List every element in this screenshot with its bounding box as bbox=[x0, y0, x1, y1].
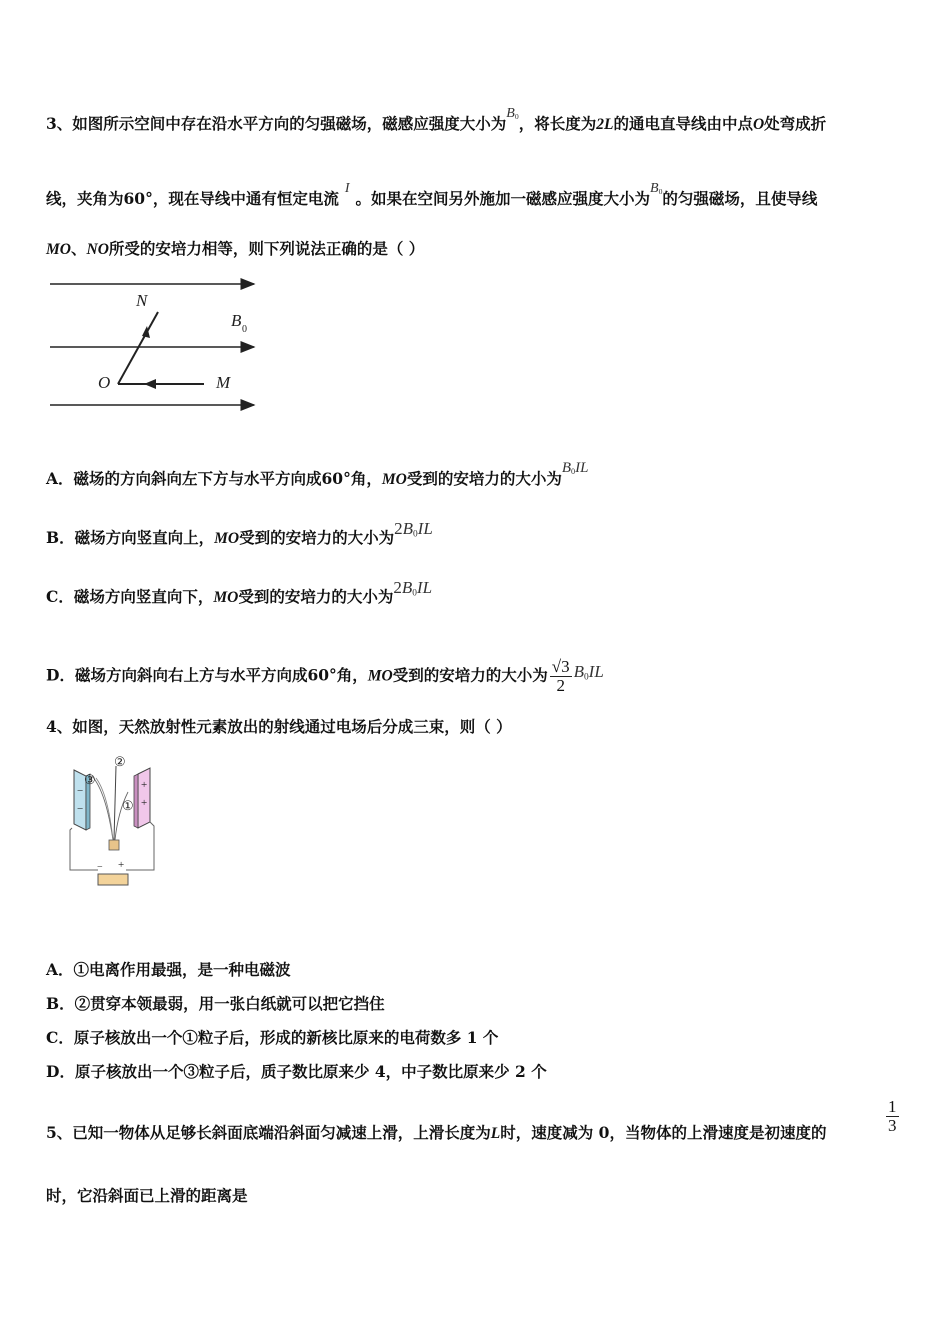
q3-option-a: A．磁场的方向斜向左下方与水平方向成60°角，MO受到的安培力的大小为$B_0IL$ bbox=[46, 460, 589, 488]
svg-text:+: + bbox=[141, 797, 148, 809]
label-n: N bbox=[136, 291, 148, 310]
q4-option-c: C．原子核放出一个①粒子后，形成的新核比原来的电荷数多 1 个 bbox=[46, 1028, 499, 1047]
svg-text:−: − bbox=[97, 862, 103, 873]
answer-expression: $2B_0IL$ bbox=[393, 578, 433, 599]
beam-2-label: ② bbox=[114, 754, 126, 769]
magnetic-field-figure bbox=[46, 274, 266, 414]
b0-symbol: $B_0$ bbox=[650, 181, 663, 196]
q5-line-1: 5、已知一物体从足够长斜面底端沿斜面匀减速上滑，上滑长度为L时，速度减为 0，当物体的上滑速度是初速度的 bbox=[46, 1123, 827, 1142]
beam-1-label: ① bbox=[122, 798, 134, 813]
svg-text:−: − bbox=[77, 785, 84, 797]
circuit-wire bbox=[126, 822, 154, 870]
q3-option-b: B．磁场方向竖直向上，MO受到的安培力的大小为$2B_0IL$ bbox=[46, 519, 433, 547]
answer-expression: $2B_0IL$ bbox=[394, 519, 433, 540]
q3-line-1: 3、如图所示空间中存在沿水平方向的匀强磁场，磁感应强度大小为$B_0$，将长度为2L的通电直导线由中点O处弯成折 bbox=[46, 106, 827, 133]
radioactive-source bbox=[109, 840, 119, 850]
beam-2-path bbox=[114, 766, 116, 840]
label-o: O bbox=[98, 373, 111, 392]
answer-expression: $B_0IL$ bbox=[573, 661, 604, 682]
current-arrow bbox=[144, 379, 156, 389]
q3-option-d: D．磁场方向斜向右上方与水平方向成60°角，MO受到的安培力的大小为 $\frac{√3}{2}$ $B_0IL$ bbox=[46, 657, 604, 695]
wire-no bbox=[118, 312, 158, 384]
beam-3-label: ③ bbox=[84, 772, 96, 787]
q3-line-2: 线，夹角为60°，现在导线中通有恒定电流I。如果在空间另外施加一磁感应强度大小为$B_0$的匀强磁场，且使导线 bbox=[46, 181, 818, 208]
q4-option-b: B．②贯穿本领最弱，用一张白纸就可以把它挡住 bbox=[46, 994, 385, 1013]
answer-fraction: $\frac{√3}{2}$ bbox=[551, 657, 570, 695]
q3-line-3: MO、NO所受的安培力相等，则下列说法正确的是（ ） bbox=[46, 239, 425, 258]
battery bbox=[98, 874, 128, 885]
label-b: B bbox=[231, 311, 242, 330]
radiation-figure bbox=[66, 752, 162, 892]
label-m: M bbox=[216, 373, 231, 392]
answer-expression: $B_0IL$ bbox=[561, 460, 589, 477]
current-symbol: I bbox=[344, 181, 350, 196]
label-b-sub: 0 bbox=[242, 324, 247, 335]
q5-fraction: 1 3 bbox=[888, 1097, 897, 1135]
circuit-wire bbox=[70, 828, 98, 870]
svg-text:+: + bbox=[141, 779, 148, 791]
q4-option-d: D．原子核放出一个③粒子后，质子数比原来少 4，中子数比原来少 2 个 bbox=[46, 1062, 547, 1081]
q4-option-a: A．①电离作用最强，是一种电磁波 bbox=[46, 960, 291, 979]
b0-symbol: $B_0$ bbox=[506, 106, 519, 121]
svg-text:−: − bbox=[77, 803, 84, 815]
q5-line-2: 时，它沿斜面已上滑的距离是 bbox=[46, 1186, 248, 1205]
q4-stem: 4、如图，天然放射性元素放出的射线通过电场后分成三束，则（ ） bbox=[46, 717, 512, 736]
svg-text:+: + bbox=[118, 859, 125, 871]
q3-option-c: C．磁场方向竖直向下，MO受到的安培力的大小为$2B_0IL$ bbox=[46, 578, 433, 606]
